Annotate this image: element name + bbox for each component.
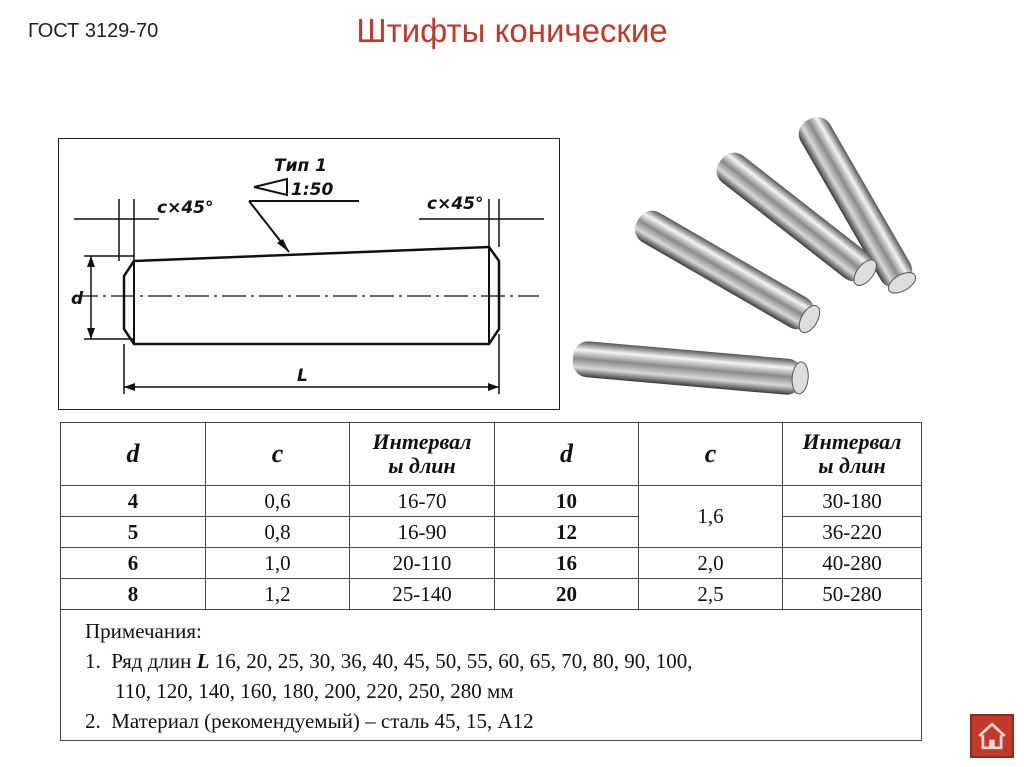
cell-c: 0,6 (206, 486, 350, 517)
cell-length2: 30-180 (783, 486, 922, 517)
cell-c2: 1,6 (639, 486, 783, 548)
header-length-1: Интервал ы длин (350, 423, 495, 486)
cell-length2: 50-280 (783, 579, 922, 610)
pin-drawing-svg (59, 139, 559, 409)
cell-length: 16-70 (350, 486, 495, 517)
header-length-2: Интервал ы длин (783, 423, 922, 486)
header-row (61, 423, 922, 486)
cell-c2: 2,5 (639, 579, 783, 610)
dim-l-label: L (297, 366, 308, 386)
cell-d2: 20 (495, 579, 639, 610)
cell-length: 16-90 (350, 517, 495, 548)
notes-row (61, 610, 922, 741)
cell-length2: 40-280 (783, 548, 922, 579)
page-title: Штифты конические (356, 12, 668, 49)
taper-label: 1:50 (291, 180, 334, 200)
chamfer-left-label: c×45° (157, 198, 214, 218)
pins-illustration (558, 110, 958, 420)
notes-cell (61, 610, 922, 741)
cell-d: 4 (61, 486, 206, 517)
header-d-2: d (495, 423, 639, 486)
pin-4 (571, 340, 809, 396)
header-c-2: c (639, 423, 783, 486)
cell-length: 20-110 (350, 548, 495, 579)
note-1-continued: 110, 120, 140, 160, 180, 200, 220, 250, 280 мм (115, 679, 514, 703)
table-row (61, 517, 922, 548)
cell-length: 25-140 (350, 579, 495, 610)
pins-photo (558, 110, 958, 420)
cell-d: 8 (61, 579, 206, 610)
cell-c: 1,2 (206, 579, 350, 610)
cell-d: 5 (61, 517, 206, 548)
header-d-1: d (61, 423, 206, 486)
dim-d-label: d (71, 289, 84, 309)
cell-c: 0,8 (206, 517, 350, 548)
cell-c2: 2,0 (639, 548, 783, 579)
note-2: 2. Материал (рекомендуемый) – сталь 45, 15, А12 (85, 709, 534, 733)
cell-c: 1,0 (206, 548, 350, 579)
note-1: 1. Ряд длин L 16, 20, 25, 30, 36, 40, 45, 50, 55, 60, 65, 70, 80, 90, 100, (85, 649, 693, 673)
header-c-1: c (206, 423, 350, 486)
cell-length2: 36-220 (783, 517, 922, 548)
cell-d2: 10 (495, 486, 639, 517)
home-icon (972, 716, 1012, 756)
cell-d: 6 (61, 548, 206, 579)
notes-heading: Примечания: (85, 619, 202, 643)
cell-d2: 12 (495, 517, 639, 548)
home-button[interactable] (970, 714, 1014, 758)
technical-drawing (58, 138, 560, 410)
type-label: Тип 1 (274, 156, 328, 176)
chamfer-right-label: c×45° (427, 194, 484, 214)
table-row (61, 548, 922, 579)
standard-label: ГОСТ 3129-70 (28, 20, 159, 42)
table-row (61, 486, 922, 517)
spec-table (60, 422, 922, 741)
table-row (61, 579, 922, 610)
cell-d2: 16 (495, 548, 639, 579)
